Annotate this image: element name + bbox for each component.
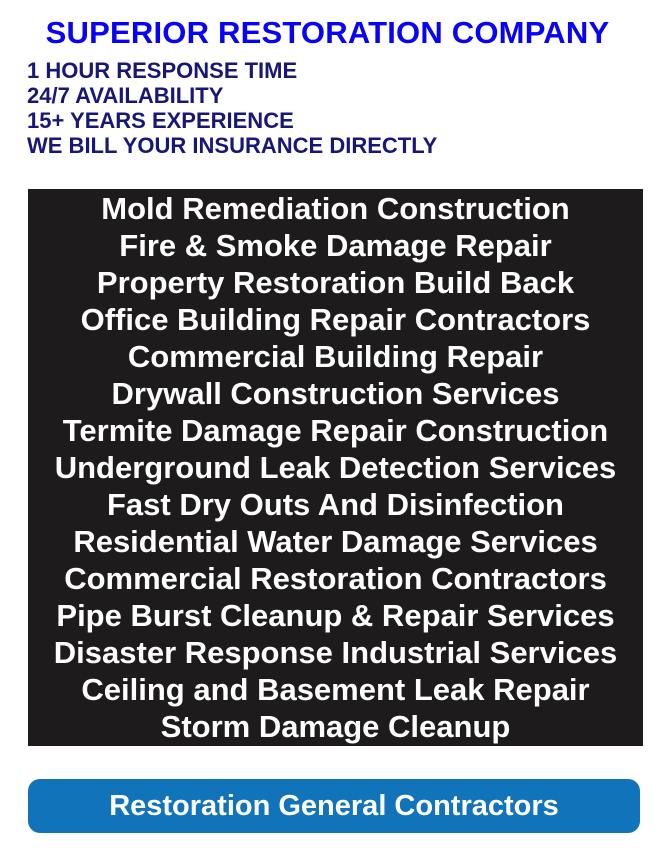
services-panel bbox=[28, 189, 643, 746]
service-item: Storm Damage Cleanup bbox=[160, 709, 511, 744]
info-line-insurance: WE BILL YOUR INSURANCE DIRECTLY bbox=[27, 133, 438, 158]
service-item: Mold Remediation Construction bbox=[101, 191, 570, 226]
service-item: Termite Damage Repair Construction bbox=[62, 413, 609, 448]
service-item: Office Building Repair Contractors bbox=[80, 302, 591, 337]
service-item: Residential Water Damage Services bbox=[73, 524, 598, 559]
info-line-response-time: 1 HOUR RESPONSE TIME bbox=[27, 58, 298, 83]
service-item: Property Restoration Build Back bbox=[96, 265, 575, 300]
info-block bbox=[27, 58, 655, 158]
company-title: SUPERIOR RESTORATION COMPANY bbox=[45, 15, 610, 50]
restoration-general-contractors-button[interactable]: Restoration General Contractors bbox=[28, 779, 640, 833]
info-line-experience: 15+ YEARS EXPERIENCE bbox=[27, 108, 294, 133]
service-item: Commercial Building Repair bbox=[127, 339, 544, 374]
service-item: Disaster Response Industrial Services bbox=[53, 635, 618, 670]
service-item: Fast Dry Outs And Disinfection bbox=[106, 487, 564, 522]
service-item: Drywall Construction Services bbox=[111, 376, 560, 411]
service-item: Commercial Restoration Contractors bbox=[64, 561, 607, 596]
info-line-availability: 24/7 AVAILABILITY bbox=[27, 83, 224, 108]
service-item: Pipe Burst Cleanup & Repair Services bbox=[56, 598, 615, 633]
service-item: Fire & Smoke Damage Repair bbox=[119, 228, 552, 263]
service-item: Underground Leak Detection Services bbox=[54, 450, 617, 485]
service-item: Ceiling and Basement Leak Repair bbox=[81, 672, 590, 707]
